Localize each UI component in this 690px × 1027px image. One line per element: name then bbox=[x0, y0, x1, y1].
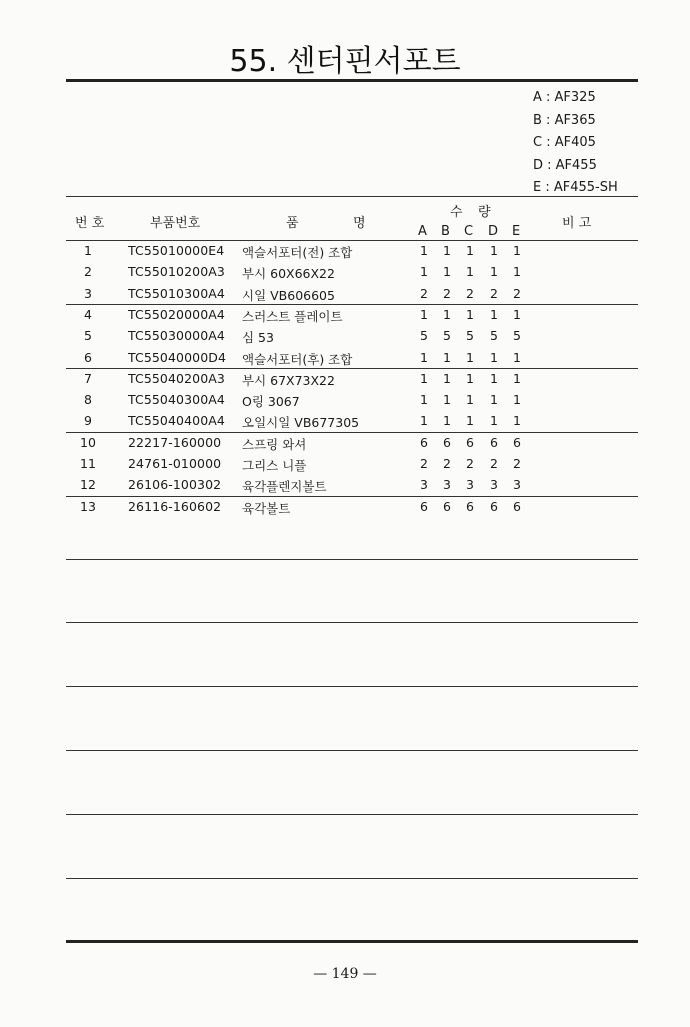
quantity-d: 2 bbox=[490, 456, 498, 471]
quantity-a: 3 bbox=[420, 477, 428, 493]
blank-line bbox=[66, 686, 638, 687]
quantity-d: 6 bbox=[490, 434, 498, 450]
part-number: TC55040200A3 bbox=[128, 370, 225, 386]
row-number: 13 bbox=[80, 498, 96, 514]
row-number: 4 bbox=[84, 306, 92, 322]
page-title: 55. 센터핀서포트 bbox=[229, 44, 461, 79]
part-number: TC55010300A4 bbox=[128, 285, 225, 301]
blank-line bbox=[66, 559, 638, 560]
quantity-b: 5 bbox=[443, 328, 451, 344]
table-top-rule bbox=[66, 196, 638, 197]
part-number: TC55020000A4 bbox=[128, 306, 225, 322]
quantity-c: 1 bbox=[466, 392, 474, 408]
quantity-d: 1 bbox=[490, 370, 498, 386]
quantity-d: 6 bbox=[490, 498, 498, 514]
part-name: O링 3067 bbox=[242, 394, 300, 410]
row-number: 12 bbox=[80, 477, 96, 493]
quantity-a: 6 bbox=[420, 498, 428, 514]
header-name-1: 품 bbox=[286, 216, 299, 231]
part-number: 24761-010000 bbox=[128, 456, 222, 471]
quantity-b: 1 bbox=[443, 306, 451, 322]
quantity-b: 3 bbox=[443, 477, 451, 493]
quantity-a: 1 bbox=[420, 413, 428, 429]
title-underline bbox=[66, 79, 638, 82]
header-qty-e: E bbox=[512, 224, 521, 239]
model-legend-item: C : AF405 bbox=[533, 135, 596, 150]
quantity-a: 1 bbox=[420, 392, 428, 408]
row-number: 6 bbox=[84, 349, 92, 365]
part-name: 액슬서포터(전) 조합 bbox=[242, 245, 353, 260]
blank-line bbox=[66, 878, 638, 879]
part-name: 부시 60X66X22 bbox=[242, 266, 335, 282]
group-rule bbox=[66, 496, 638, 497]
quantity-e: 1 bbox=[513, 243, 521, 258]
table-row bbox=[0, 475, 690, 496]
row-number: 11 bbox=[80, 456, 96, 471]
model-legend-item: B : AF365 bbox=[533, 112, 596, 128]
quantity-b: 1 bbox=[443, 413, 451, 429]
part-name: 육각플렌지볼트 bbox=[242, 479, 327, 495]
part-number: TC55030000A4 bbox=[128, 328, 225, 344]
quantity-c: 2 bbox=[466, 456, 474, 471]
table-row bbox=[0, 411, 690, 432]
quantity-a: 1 bbox=[420, 264, 428, 280]
table-row bbox=[0, 390, 690, 411]
quantity-b: 1 bbox=[443, 349, 451, 365]
quantity-c: 6 bbox=[466, 498, 474, 514]
quantity-e: 1 bbox=[513, 306, 521, 322]
row-number: 3 bbox=[84, 285, 92, 301]
table-row bbox=[0, 369, 690, 390]
quantity-c: 1 bbox=[466, 243, 474, 258]
header-qty-c: C bbox=[464, 224, 474, 239]
quantity-d: 1 bbox=[490, 264, 498, 280]
row-number: 10 bbox=[80, 434, 96, 450]
quantity-d: 1 bbox=[490, 413, 498, 429]
part-name: 심 53 bbox=[242, 330, 274, 346]
quantity-d: 1 bbox=[490, 243, 498, 258]
part-number: 26106-100302 bbox=[128, 477, 222, 493]
table-row bbox=[0, 497, 690, 518]
quantity-e: 3 bbox=[513, 477, 521, 493]
part-name: 육각볼트 bbox=[242, 500, 291, 516]
table-row bbox=[0, 262, 690, 283]
quantity-a: 1 bbox=[420, 243, 428, 258]
model-legend-item: E : AF455-SH bbox=[533, 180, 618, 195]
blank-line bbox=[66, 750, 638, 751]
blank-line bbox=[66, 622, 638, 623]
header-qty-1: 수 bbox=[450, 205, 463, 220]
quantity-c: 1 bbox=[466, 306, 474, 322]
model-legend bbox=[533, 87, 618, 200]
quantity-b: 6 bbox=[443, 434, 451, 450]
quantity-c: 5 bbox=[466, 328, 474, 344]
quantity-b: 1 bbox=[443, 264, 451, 280]
quantity-c: 1 bbox=[466, 349, 474, 365]
quantity-e: 1 bbox=[513, 413, 521, 429]
quantity-a: 1 bbox=[420, 370, 428, 386]
part-name: 스프링 와셔 bbox=[242, 436, 307, 452]
quantity-e: 6 bbox=[513, 498, 521, 514]
quantity-e: 5 bbox=[513, 328, 521, 344]
part-name: 부시 67X73X22 bbox=[242, 372, 335, 388]
group-rule bbox=[66, 368, 638, 369]
row-number: 2 bbox=[84, 264, 92, 280]
group-rule bbox=[66, 304, 638, 305]
table-row bbox=[0, 433, 690, 454]
quantity-b: 2 bbox=[443, 456, 451, 471]
quantity-b: 6 bbox=[443, 498, 451, 514]
part-name: 시일 VB606605 bbox=[242, 287, 335, 303]
quantity-a: 6 bbox=[420, 434, 428, 450]
header-part-no: 부품번호 bbox=[150, 216, 201, 231]
row-number: 5 bbox=[84, 328, 92, 344]
part-number: TC55040400A4 bbox=[128, 413, 225, 429]
quantity-c: 3 bbox=[466, 477, 474, 493]
quantity-e: 1 bbox=[513, 370, 521, 386]
row-number: 9 bbox=[84, 413, 92, 429]
quantity-b: 2 bbox=[443, 285, 451, 301]
group-rule bbox=[66, 432, 638, 433]
quantity-b: 1 bbox=[443, 392, 451, 408]
quantity-d: 1 bbox=[490, 392, 498, 408]
part-number: TC55040300A4 bbox=[128, 392, 225, 408]
table-row bbox=[0, 305, 690, 326]
quantity-d: 1 bbox=[490, 349, 498, 365]
header-qty-a: A bbox=[418, 224, 427, 239]
page-number: — 149 — bbox=[313, 966, 377, 982]
quantity-d: 1 bbox=[490, 306, 498, 322]
table-row bbox=[0, 241, 690, 262]
quantity-a: 2 bbox=[420, 285, 428, 301]
model-legend-item: D : AF455 bbox=[533, 157, 597, 173]
part-number: TC55010200A3 bbox=[128, 264, 225, 280]
part-number: 22217-160000 bbox=[128, 434, 222, 450]
header-qty-2: 량 bbox=[478, 205, 491, 220]
quantity-a: 5 bbox=[420, 328, 428, 344]
quantity-c: 6 bbox=[466, 434, 474, 450]
part-number: TC55040000D4 bbox=[128, 349, 227, 365]
row-number: 7 bbox=[84, 370, 92, 386]
part-number: 26116-160602 bbox=[128, 498, 222, 514]
header-remarks: 비 고 bbox=[562, 216, 592, 231]
quantity-e: 1 bbox=[513, 264, 521, 280]
quantity-e: 1 bbox=[513, 392, 521, 408]
quantity-e: 6 bbox=[513, 434, 521, 450]
quantity-e: 2 bbox=[513, 285, 521, 301]
table-row bbox=[0, 326, 690, 347]
quantity-b: 1 bbox=[443, 243, 451, 258]
quantity-a: 1 bbox=[420, 306, 428, 322]
quantity-c: 1 bbox=[466, 264, 474, 280]
header-name-2: 명 bbox=[353, 216, 366, 231]
part-name: 액슬서포터(후) 조합 bbox=[242, 351, 353, 367]
quantity-b: 1 bbox=[443, 370, 451, 386]
header-no: 번 호 bbox=[75, 216, 105, 231]
model-legend-item: A : AF325 bbox=[533, 90, 596, 105]
row-number: 1 bbox=[84, 243, 92, 258]
quantity-d: 3 bbox=[490, 477, 498, 493]
part-number: TC55010000E4 bbox=[128, 243, 225, 258]
part-name: 그리스 니플 bbox=[242, 458, 307, 473]
part-name: 스러스트 플레이트 bbox=[242, 308, 343, 324]
quantity-a: 1 bbox=[420, 349, 428, 365]
part-name: 오일시일 VB677305 bbox=[242, 415, 360, 431]
quantity-e: 1 bbox=[513, 349, 521, 365]
header-qty-b: B bbox=[441, 224, 450, 239]
table-row bbox=[0, 348, 690, 369]
quantity-c: 1 bbox=[466, 413, 474, 429]
quantity-d: 2 bbox=[490, 285, 498, 301]
quantity-e: 2 bbox=[513, 456, 521, 471]
quantity-d: 5 bbox=[490, 328, 498, 344]
quantity-a: 2 bbox=[420, 456, 428, 471]
quantity-c: 2 bbox=[466, 285, 474, 301]
bottom-heavy-rule bbox=[66, 940, 638, 943]
quantity-c: 1 bbox=[466, 370, 474, 386]
blank-line bbox=[66, 814, 638, 815]
table-row bbox=[0, 454, 690, 475]
row-number: 8 bbox=[84, 392, 92, 408]
table-row bbox=[0, 284, 690, 305]
header-qty-d: D bbox=[488, 224, 499, 239]
